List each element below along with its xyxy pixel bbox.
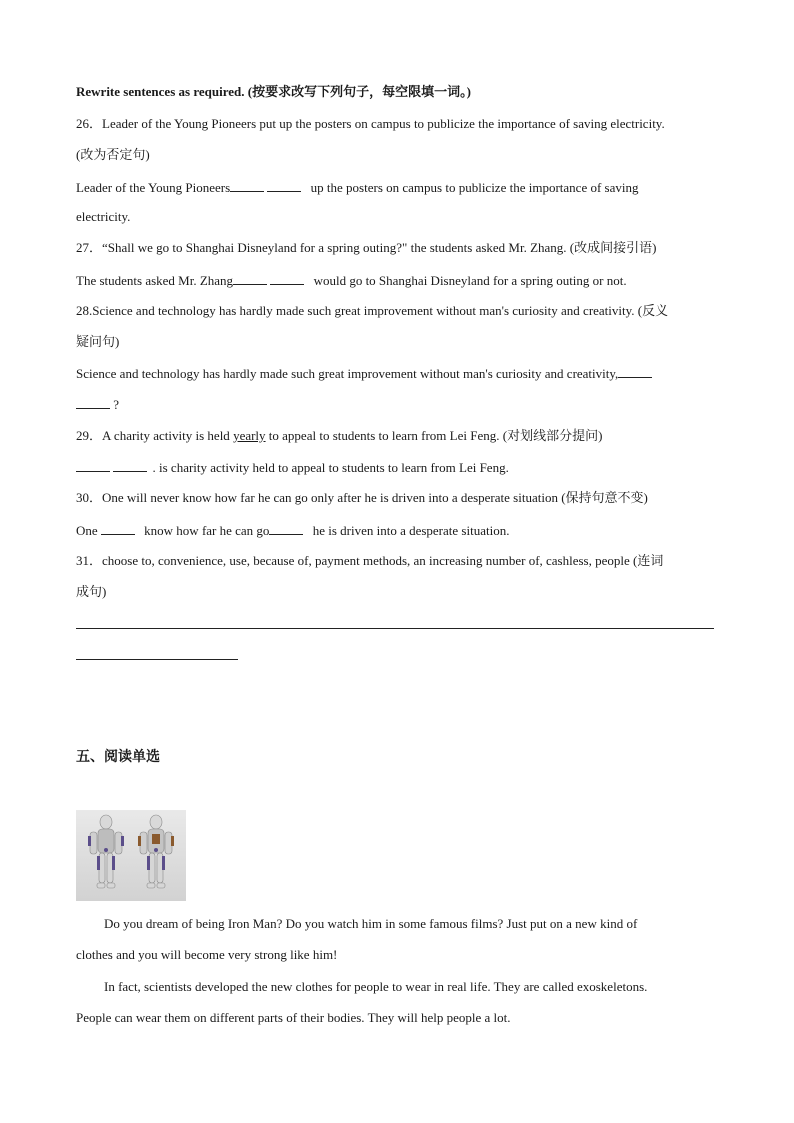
q29-underlined-word: yearly [233,428,266,443]
answer-blank[interactable] [270,272,304,285]
q27-prompt: 27．“Shall we go to Shanghai Disneyland for a spring outing?" the students asked Mr. Zhang. (改成间接引语) [76,240,657,255]
answer-blank[interactable] [230,179,264,192]
answer-blank[interactable] [233,272,267,285]
q29-prompt [76,428,726,444]
q26-answer-line [76,179,726,196]
q29-answer-line [76,459,726,476]
q26-answer-suffix: up the posters on campus to publicize the importance of saving [310,180,639,195]
passage-paragraph-1-line-2: clothes and you will become very strong like him! [76,947,338,962]
q30-prompt: 30．One will never know how far he can go only after he is driven into a desperate situation (保持句意不变) [76,490,648,505]
q28-question-mark: ? [113,397,120,412]
q26-prompt: 26．Leader of the Young Pioneers put up the posters on campus to publicize the importance of saving electricity. [76,116,665,131]
q28-answer-line [76,365,726,382]
q28-prompt: 28.Science and technology has hardly made such great improvement without man's curiosity and creativity. (反义 [76,303,669,318]
q30-answer-line [76,522,726,539]
answer-blank[interactable] [269,522,303,535]
exoskeleton-figures-image [76,810,186,901]
answer-blank[interactable] [618,365,652,378]
passage-paragraph-2-line-2: People can wear them on different parts of their bodies. They will help people a lot. [76,1010,511,1025]
answer-rule-short[interactable] [76,659,238,660]
q31-prompt: 31．choose to, convenience, use, because of, payment methods, an increasing number of, cashless, people (连词 [76,553,664,568]
q27-answer-suffix: would go to Shanghai Disneyland for a spring outing or not. [313,273,627,288]
q30-answer-suffix: he is driven into a desperate situation. [312,523,510,538]
q29-answer-suffix: . is charity activity held to appeal to students to learn from Lei Feng. [152,460,509,475]
instructions-heading: Rewrite sentences as required. (按要求改写下列句子，每空限填一词。) [76,84,471,99]
q28-answer-continuation [76,396,726,413]
answer-blank[interactable] [267,179,301,192]
q28-instruction: 疑问句) [76,334,120,349]
answer-blank[interactable] [76,396,110,409]
answer-blank[interactable] [101,522,135,535]
q28-answer-prefix: Science and technology has hardly made such great improvement without man's curiosity and creativity, [76,366,619,381]
q29-prompt-start: 29．A charity activity is held [76,428,234,443]
q27-answer-prefix: The students asked Mr. Zhang [76,273,234,288]
passage-paragraph-1-line-1: Do you dream of being Iron Man? Do you watch him in some famous films? Just put on a new kind of [104,916,638,931]
answer-blank[interactable] [76,459,110,472]
q26-answer-prefix: Leader of the Young Pioneers [76,180,231,195]
q29-prompt-end: to appeal to students to learn from Lei Feng. (对划线部分提问) [265,428,603,443]
q31-instruction: 成句) [76,584,107,599]
answer-blank[interactable] [113,459,147,472]
section-heading: 五、阅读单选 [76,749,160,765]
answer-rule-long[interactable] [76,628,714,629]
passage-paragraph-2-line-1: In fact, scientists developed the new clothes for people to wear in real life. They are called exoskeletons. [104,979,648,994]
q26-instruction: (改为否定句) [76,147,150,162]
q30-answer-prefix: One [76,523,98,538]
exoskeleton-illustration [76,810,186,901]
q26-answer-continuation: electricity. [76,209,131,224]
q30-answer-middle: know how far he can go [144,523,270,538]
q27-answer-line [76,272,726,289]
